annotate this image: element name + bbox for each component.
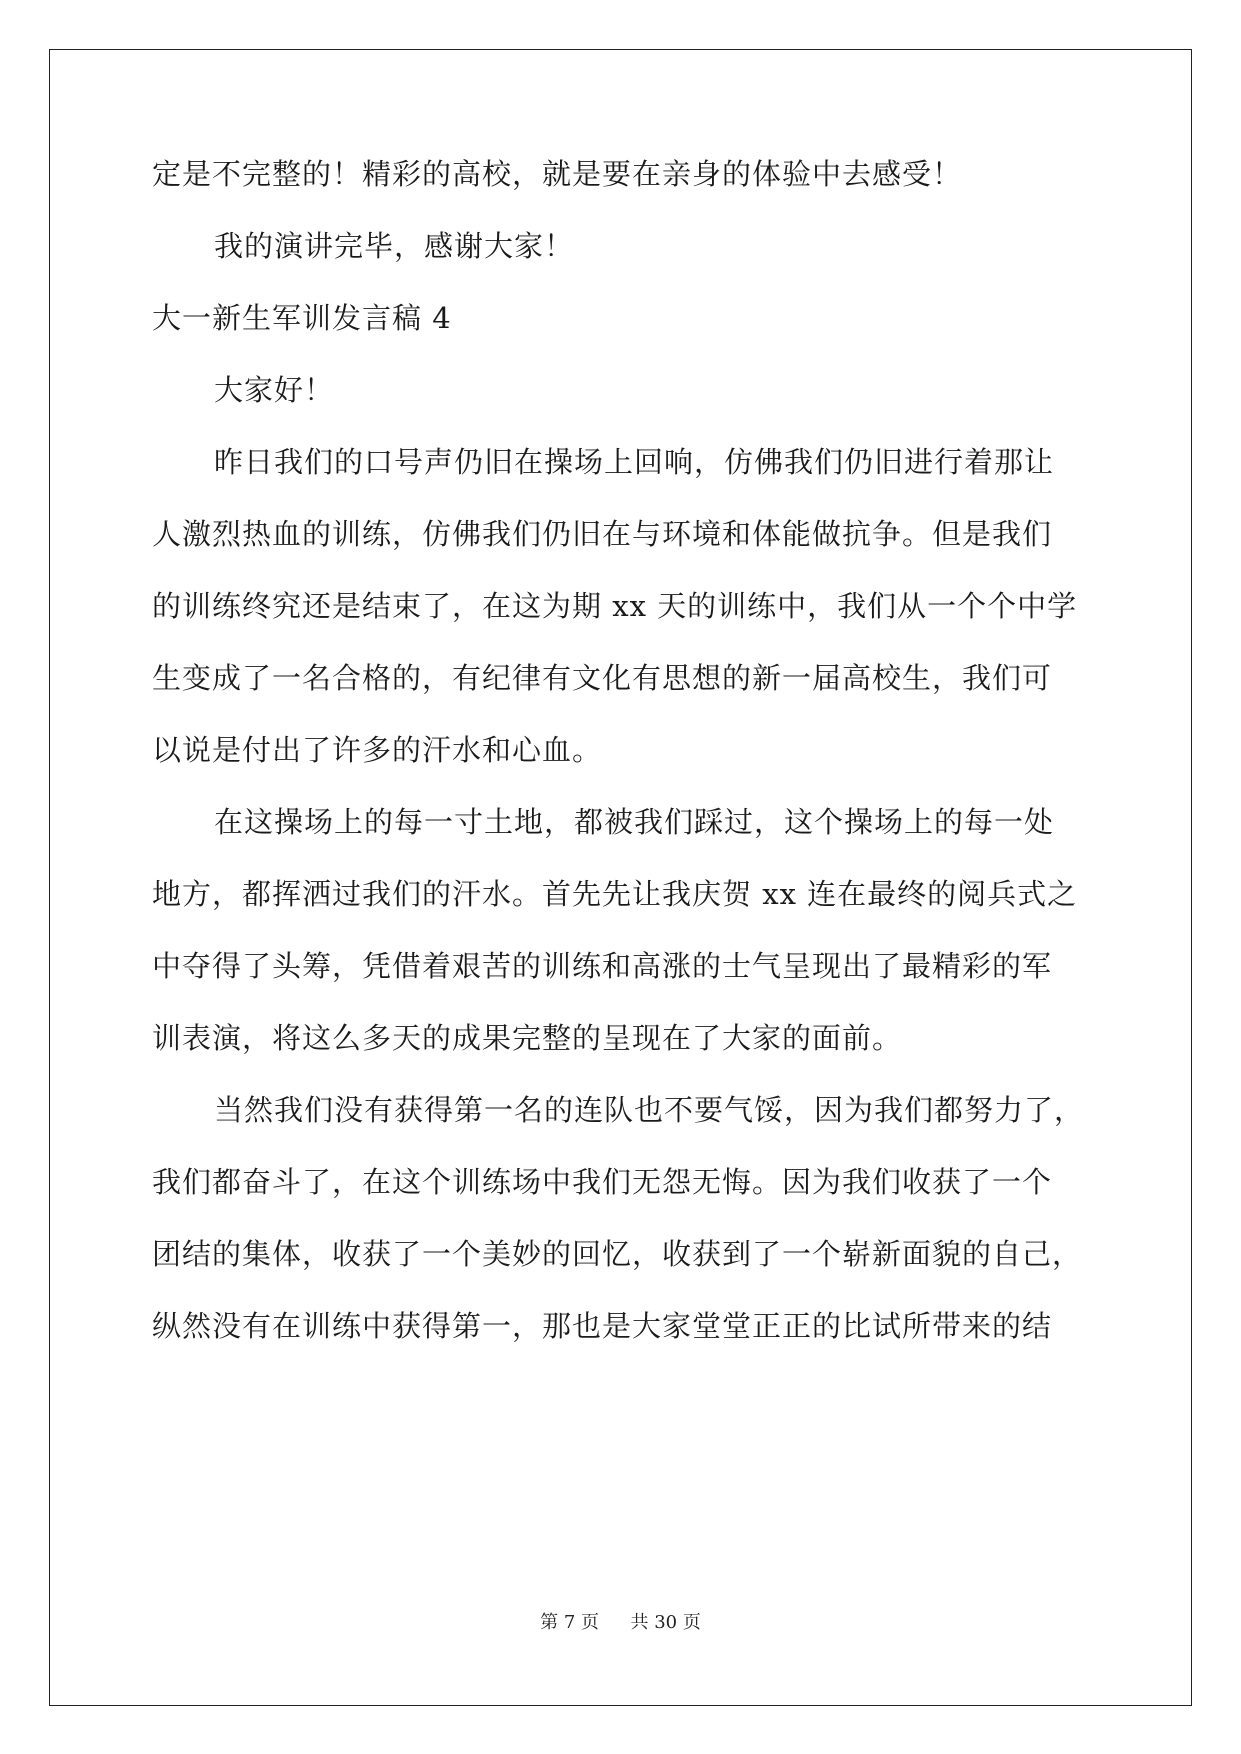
text-line: 昨日我们的口号声仍旧在操场上回响，仿佛我们仍旧进行着那让 <box>214 445 1055 479</box>
text-line: 中夺得了头筹，凭借着艰苦的训练和高涨的士气呈现出了最精彩的军 <box>152 949 1053 983</box>
text-line: 人激烈热血的训练，仿佛我们仍旧在与环境和体能做抗争。但是我们 <box>152 517 1053 551</box>
text-line: 在这操场上的每一寸土地，都被我们踩过，这个操场上的每一处 <box>214 805 1055 839</box>
page-footer <box>0 1611 1241 1635</box>
greeting-line: 大家好！ <box>214 373 335 407</box>
text-line: 训表演，将这么多天的成果完整的呈现在了大家的面前。 <box>152 1021 903 1055</box>
page-number: 第 7 页 <box>540 1612 600 1633</box>
section-heading: 大一新生军训发言稿 4 <box>152 301 452 335</box>
text-line: 地方，都挥洒过我们的汗水。首先先让我庆贺 xx 连在最终的阅兵式之 <box>152 877 1078 911</box>
text-line: 以说是付出了许多的汗水和心血。 <box>152 733 603 767</box>
text-line: 我的演讲完毕，感谢大家！ <box>214 229 575 263</box>
text-line: 的训练终究还是结束了，在这为期 xx 天的训练中，我们从一个个中学 <box>152 589 1078 623</box>
text-line: 纵然没有在训练中获得第一，那也是大家堂堂正正的比试所带来的结 <box>152 1309 1053 1343</box>
text-line: 团结的集体，收获了一个美妙的回忆，收获到了一个崭新面貌的自己， <box>152 1237 1083 1271</box>
total-pages: 共 30 页 <box>630 1612 701 1633</box>
text-line: 生变成了一名合格的，有纪律有文化有思想的新一届高校生，我们可 <box>152 661 1053 695</box>
text-line: 当然我们没有获得第一名的连队也不要气馁，因为我们都努力了， <box>214 1093 1085 1127</box>
text-line: 定是不完整的！精彩的高校，就是要在亲身的体验中去感受！ <box>152 157 963 191</box>
text-line: 我们都奋斗了，在这个训练场中我们无怨无悔。因为我们收获了一个 <box>152 1165 1053 1199</box>
